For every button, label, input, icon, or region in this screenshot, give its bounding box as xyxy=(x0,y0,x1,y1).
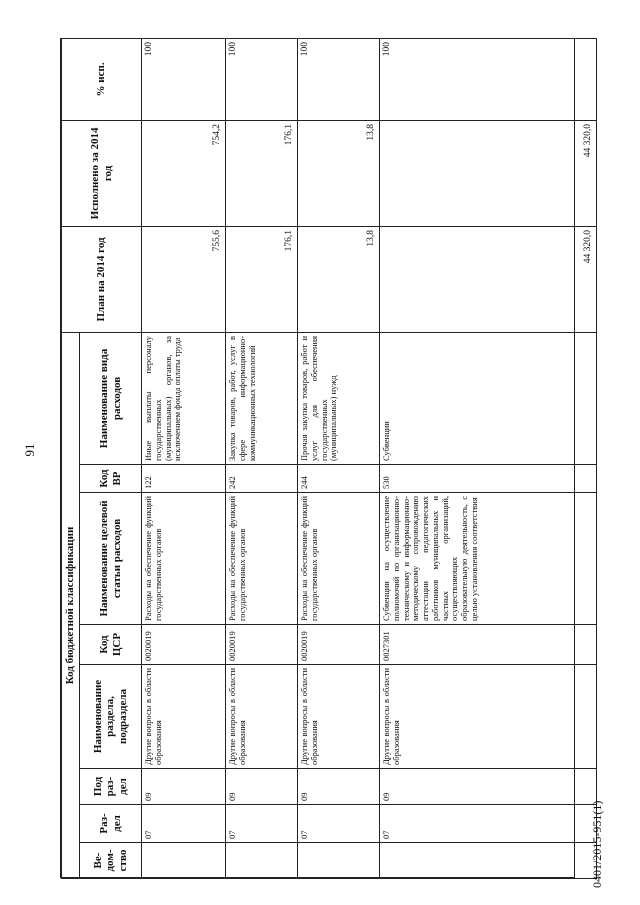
cell-vr: 244 xyxy=(298,465,380,493)
cell-razdel: 07 xyxy=(380,805,597,843)
cell-vedomstvo xyxy=(226,843,298,879)
cell-vedomstvo xyxy=(298,843,380,879)
cell-csr: 0020019 xyxy=(298,625,380,665)
cell-csr: 0020019 xyxy=(226,625,298,665)
cell-pct: 100 xyxy=(380,38,597,120)
header-csr: Код ЦСР xyxy=(80,625,142,665)
cell-csr-name: Субвенции на осуществление полномочий по организационно-техническому и информационно-методическому сопровождению аттестации педагогических работников муниципальных и частных организаций, осуществляющих образовательную деятельность, с целью установления соответствия xyxy=(380,493,597,625)
cell-plan: 176,1 xyxy=(226,226,298,332)
cell-vr-name: Субвенции xyxy=(380,332,597,464)
cell-razdel-name: Другие вопросы в области образования xyxy=(226,665,298,769)
cell-pct: 100 xyxy=(142,38,226,120)
document-code-text: 0401/2015-951(1) xyxy=(590,800,604,888)
cell-fact: 13,8 xyxy=(298,120,380,226)
cell-csr: 0020019 xyxy=(142,625,226,665)
header-vedomstvo: Ве-дом-ство xyxy=(80,843,142,879)
rotated-table-wrapper xyxy=(61,39,594,879)
cell-vr: 530 xyxy=(380,465,597,493)
header-razdel-name: Наименование раздела, подраздела xyxy=(80,665,142,769)
cell-pct: 100 xyxy=(298,38,380,120)
cell-razdel: 07 xyxy=(298,805,380,843)
cell-csr-name: Расходы на обеспечение функций государственных органов xyxy=(298,493,380,625)
table-row xyxy=(380,38,597,878)
cell-vedomstvo xyxy=(380,843,597,879)
cell-plan: 755,6 xyxy=(142,226,226,332)
cell-csr: 0027301 xyxy=(380,625,597,665)
cell-vr: 122 xyxy=(142,465,226,493)
cell-podrazdel: 09 xyxy=(298,769,380,805)
table-row xyxy=(226,38,298,878)
cell-podrazdel: 09 xyxy=(226,769,298,805)
header-pct: % исп. xyxy=(62,38,142,120)
cell-vr: 242 xyxy=(226,465,298,493)
cell-razdel-name: Другие вопросы в области образования xyxy=(142,665,226,769)
cell-fact: 754,2 xyxy=(142,120,226,226)
table-row xyxy=(142,38,226,878)
cell-razdel-name: Другие вопросы в области образования xyxy=(298,665,380,769)
header-razdel: Раз-дел xyxy=(80,805,142,843)
cell-razdel-name: Другие вопросы в области образования xyxy=(380,665,597,769)
cell-podrazdel: 09 xyxy=(380,769,597,805)
cell-csr-name: Расходы на обеспечение функций государственных органов xyxy=(142,493,226,625)
cell-fact: 44 320,0 xyxy=(380,120,597,226)
cell-vedomstvo xyxy=(142,843,226,879)
cell-fact: 176,1 xyxy=(226,120,298,226)
header-podrazdel: Под раз-дел xyxy=(80,769,142,805)
header-csr-name: Наименование целевой статьи расходов xyxy=(80,493,142,625)
cell-razdel: 07 xyxy=(226,805,298,843)
cell-razdel: 07 xyxy=(142,805,226,843)
cell-csr-name: Расходы на обеспечение функций государственных органов xyxy=(226,493,298,625)
cell-pct: 100 xyxy=(226,38,298,120)
cell-vr-name: Прочая закупка товаров, работ и услуг для обеспечения государственных (муниципальных) нужд xyxy=(298,332,380,464)
header-vr-name: Наименование вида расходов xyxy=(80,332,142,464)
cell-vr-name: Иные выплаты персоналу государственных (муниципальных) органов, за исключением фонда оплаты труда xyxy=(142,332,226,464)
header-plan: План на 2014 год xyxy=(62,226,142,332)
header-vr: Код ВР xyxy=(80,465,142,493)
cell-podrazdel: 09 xyxy=(142,769,226,805)
cell-vr-name: Закупка товаров, работ, услуг в сфере информационно-коммуникационных технологий xyxy=(226,332,298,464)
budget-execution-table xyxy=(61,38,597,879)
cell-plan: 13,8 xyxy=(298,226,380,332)
group-header: Код бюджетной классификации xyxy=(62,332,80,878)
page-number: 91 xyxy=(22,443,37,457)
budget-table-sheet xyxy=(60,38,594,878)
header-fact: Исполнено за 2014 год xyxy=(62,120,142,226)
table-row xyxy=(298,38,380,878)
cell-plan: 44 320,0 xyxy=(380,226,597,332)
